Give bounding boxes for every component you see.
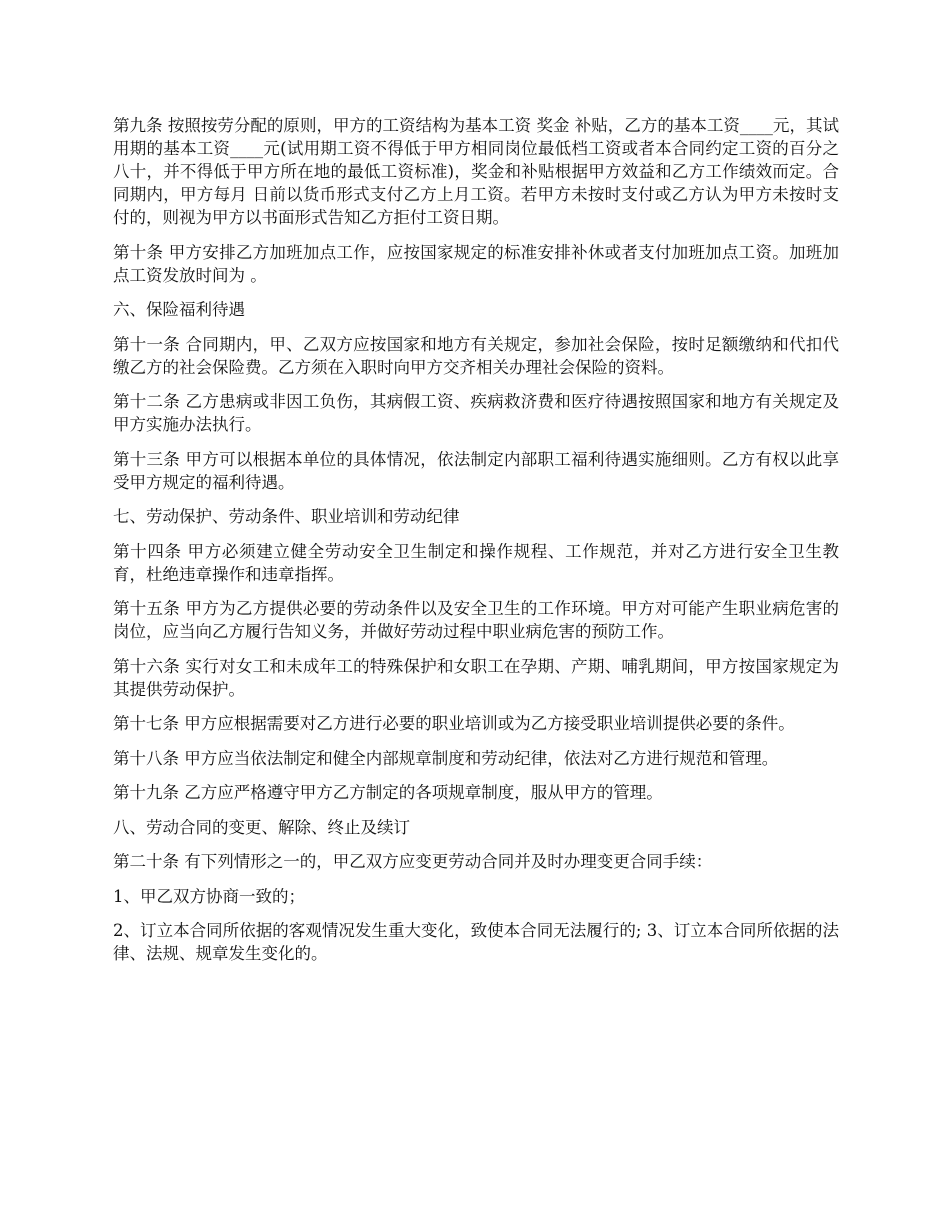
article-20: 第二十条 有下列情形之一的，甲乙双方应变更劳动合同并及时办理变更合同手续： (113, 852, 713, 871)
section-heading-8: 八、劳动合同的变更、解除、终止及续订 (113, 817, 410, 837)
section-heading-7: 七、劳动保护、劳动条件、职业培训和劳动纪律 (113, 507, 460, 526)
article-9: 第九条 按照按劳分配的原则，甲方的工资结构为基本工资 奖金 补贴，乙方的基本工资____元，其试用期的基本工资____元(试用期工资不得低于甲方相同岗位最低档工资或者本合同约定工资的百分之八十，并不得低于甲方所在地的最低工资标准)，奖金和补贴根据甲方效益和乙方工作绩效而定。合同期内，甲方每月 日前以货币形式支付乙方上月工资。若甲方未按时支付或乙方认为甲方未按时支付的，则视为甲方以书面形式告知乙方拒付工资日期。 (113, 116, 839, 227)
article-19: 第十九条 乙方应严格遵守甲方乙方制定的各项规章制度，服从甲方的管理。 (113, 783, 663, 802)
article-10: 第十条 甲方安排乙方加班加点工作，应按国家规定的标准安排补休或者支付加班加点工资。加班加点工资发放时间为 。 (113, 242, 839, 285)
article-18: 第十八条 甲方应当依法制定和健全内部规章制度和劳动纪律，依法对乙方进行规范和管理。 (113, 748, 779, 768)
article-11: 第十一条 合同期内，甲、乙双方应按国家和地方有关规定，参加社会保险，按时足额缴纳和代扣代缴乙方的社会保险费。乙方须在入职时向甲方交齐相关办理社会保险的资料。 (113, 334, 839, 377)
document-body (113, 114, 839, 977)
article-13: 第十三条 甲方可以根据本单位的具体情况，依法制定内部职工福利待遇实施细则。乙方有权以此享受甲方规定的福利待遇。 (113, 449, 839, 492)
article-15: 第十五条 甲方为乙方提供必要的劳动条件以及安全卫生的工作环境。甲方对可能产生职业病危害的岗位，应当向乙方履行告知义务，并做好劳动过程中职业病危害的预防工作。 (113, 599, 839, 641)
article-16: 第十六条 实行对女工和未成年工的特殊保护和女职工在孕期、产期、哺乳期间，甲方按国家规定为其提供劳动保护。 (113, 656, 839, 699)
article-17: 第十七条 甲方应根据需要对乙方进行必要的职业培训或为乙方接受职业培训提供必要的条件。 (113, 714, 795, 733)
list-item-2-3: 2、订立本合同所依据的客观情况发生重大变化，致使本合同无法履行的; 3、订立本合同所依据的法律、法规、规章发生变化的。 (113, 921, 839, 963)
article-14: 第十四条 甲方必须建立健全劳动安全卫生制定和操作规程、工作规范，并对乙方进行安全卫生教育，杜绝违章操作和违章指挥。 (113, 541, 839, 584)
list-item-1: 1、甲乙双方协商一致的； (113, 886, 305, 906)
section-heading-6: 六、保险福利待遇 (113, 300, 245, 319)
article-12: 第十二条 乙方患病或非因工负伤，其病假工资、疾病救济费和医疗待遇按照国家和地方有关规定及甲方实施办法执行。 (113, 392, 839, 434)
